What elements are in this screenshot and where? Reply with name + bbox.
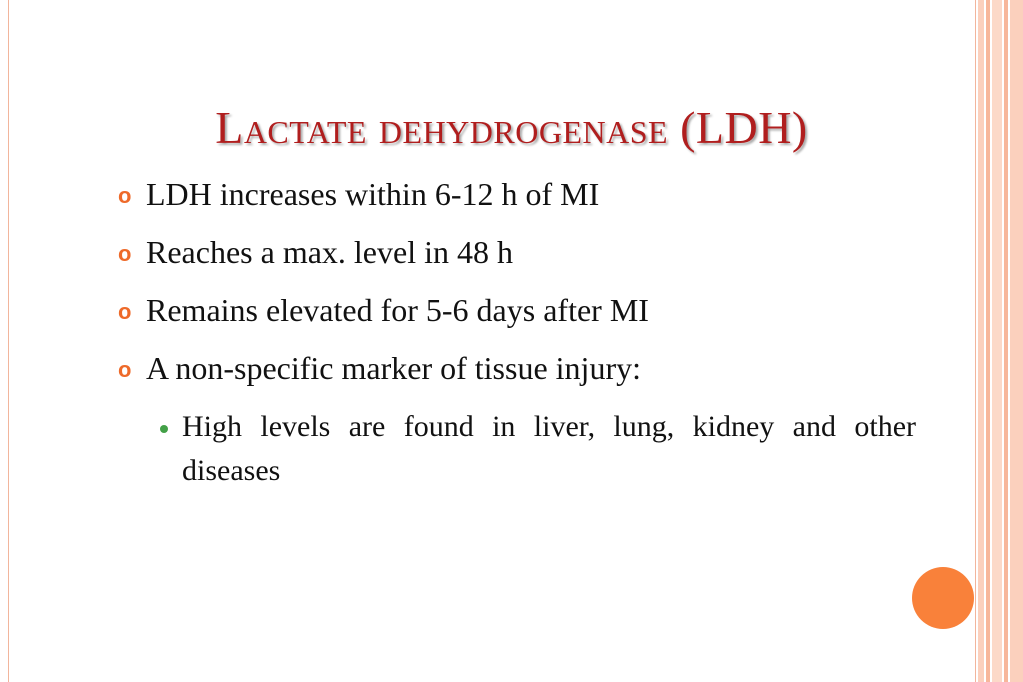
bullet-text: Reaches a max. level in 48 h — [146, 234, 513, 270]
green-dot-icon — [160, 425, 168, 433]
circle-o-marker-icon: o — [118, 241, 132, 266]
circle-o-marker-icon: o — [118, 357, 132, 382]
orange-circle-decoration — [912, 567, 974, 629]
list-item — [118, 176, 918, 234]
bullet-text: LDH increases within 6-12 h of MI — [146, 176, 600, 212]
list-item — [118, 234, 918, 292]
slide-title-abbrev: (LDH) — [680, 102, 808, 153]
list-item — [118, 292, 918, 350]
bullet-list — [118, 176, 918, 408]
sub-bullet — [160, 405, 918, 493]
bullet-text: Remains elevated for 5-6 days after MI — [146, 292, 649, 328]
circle-o-marker-icon: o — [118, 183, 132, 208]
list-item — [118, 350, 918, 408]
circle-o-marker-icon: o — [118, 299, 132, 324]
sub-bullet-text: High levels are found in liver, lung, kidney and other diseases — [182, 410, 916, 487]
slide-title — [0, 100, 1023, 156]
slide-title-main: Lactate dehydrogenase — [215, 102, 669, 153]
bullet-text: A non-specific marker of tissue injury: — [146, 350, 641, 386]
